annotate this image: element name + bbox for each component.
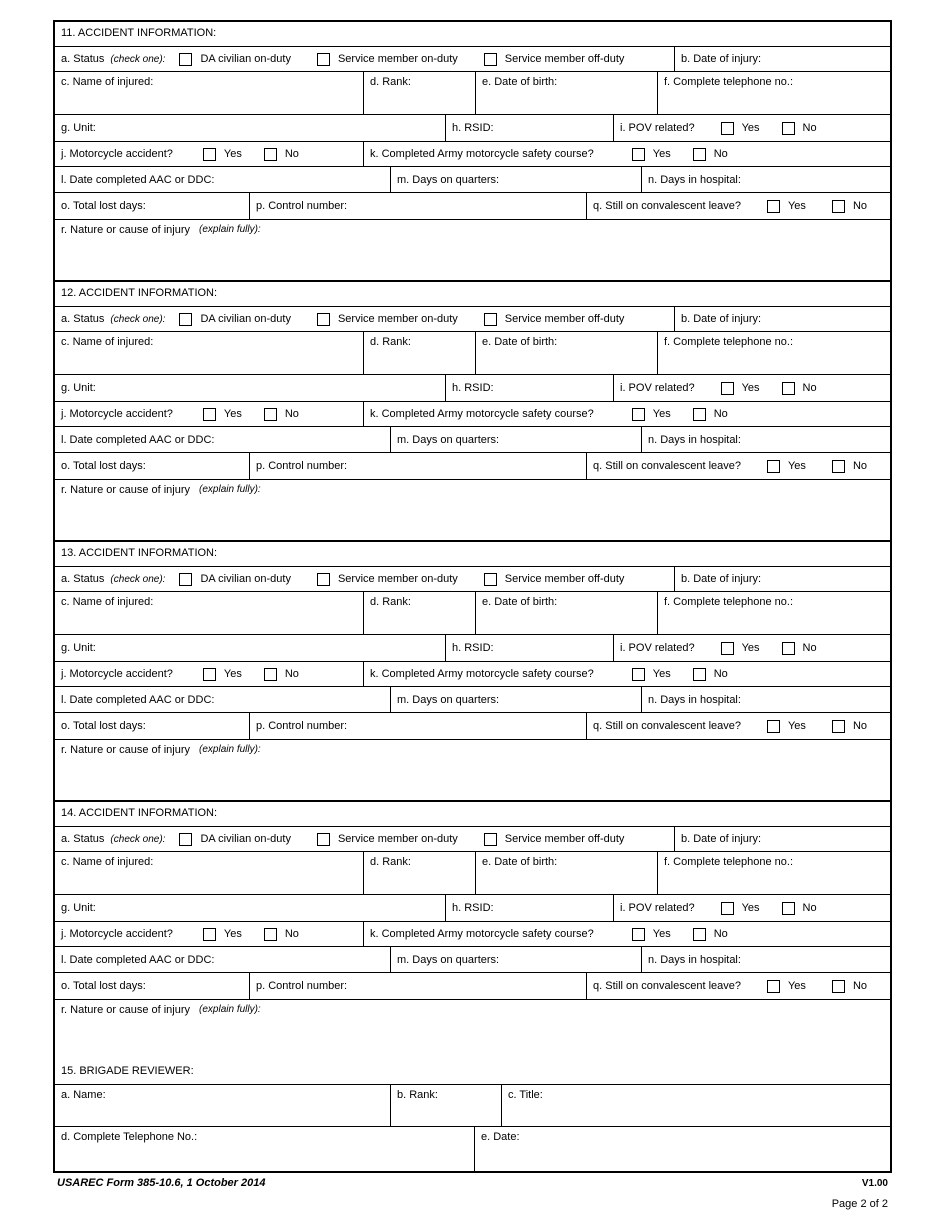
- rank-field[interactable]: [364, 592, 476, 634]
- service-on-duty-checkbox[interactable]: [317, 313, 330, 326]
- rsid-field[interactable]: [446, 895, 614, 921]
- option-label: Yes: [787, 980, 806, 992]
- nature-of-injury-field[interactable]: [55, 480, 890, 540]
- pov-no-checkbox[interactable]: [782, 642, 795, 655]
- field-label: p. Control number:: [256, 980, 348, 992]
- status-label: a. Status: [61, 313, 105, 325]
- explain-hint: (explain fully):: [199, 744, 261, 755]
- nature-of-injury-field[interactable]: [55, 220, 890, 280]
- section-title: 11. ACCIDENT INFORMATION:: [55, 22, 890, 47]
- field-label: g. Unit:: [61, 122, 96, 134]
- telephone-field[interactable]: [658, 592, 890, 634]
- option-label: Service member off-duty: [504, 53, 625, 65]
- service-on-duty-checkbox[interactable]: [317, 833, 330, 846]
- field-label: l. Date completed AAC or DDC:: [61, 693, 215, 706]
- date-of-birth-field[interactable]: [476, 332, 658, 374]
- convalescent-no-checkbox[interactable]: [832, 200, 845, 213]
- reviewer-phone-field[interactable]: [55, 1127, 475, 1171]
- status-label: a. Status: [61, 573, 105, 585]
- name-of-injured-field[interactable]: [55, 592, 364, 634]
- field-label: h. RSID:: [452, 122, 494, 134]
- field-label: m. Days on quarters:: [397, 433, 500, 446]
- total-lost-days-field[interactable]: [55, 193, 250, 219]
- field-label: n. Days in hospital:: [648, 173, 741, 186]
- field-label: c. Name of injured:: [61, 856, 154, 868]
- option-label: No: [284, 668, 299, 680]
- total-lost-days-field[interactable]: [55, 453, 250, 479]
- accident-info-section: [55, 542, 890, 802]
- explain-hint: (explain fully):: [199, 1004, 261, 1015]
- motorcycle-no-checkbox[interactable]: [264, 668, 277, 681]
- brigade-reviewer-section: [55, 1060, 890, 1171]
- motorcycle-yes-checkbox[interactable]: [203, 668, 216, 681]
- control-number-field[interactable]: [250, 713, 587, 739]
- field-label: b. Date of injury:: [681, 573, 762, 585]
- reviewer-name-field[interactable]: [55, 1085, 391, 1126]
- date-of-birth-field[interactable]: [476, 72, 658, 114]
- accident-info-section: [55, 282, 890, 542]
- motorcycle-no-checkbox[interactable]: [264, 148, 277, 161]
- control-number-field[interactable]: [250, 193, 587, 219]
- field-label: c. Name of injured:: [61, 596, 154, 608]
- form-number: USAREC Form 385-10.6, 1 October 2014: [57, 1177, 266, 1189]
- explain-hint: (explain fully):: [199, 224, 261, 235]
- date-of-injury-field[interactable]: [675, 47, 890, 71]
- field-label: p. Control number:: [256, 200, 348, 212]
- field-label: b. Date of injury:: [681, 53, 762, 65]
- nature-of-injury-field[interactable]: [55, 740, 890, 800]
- aac-ddc-date-field[interactable]: [55, 167, 391, 192]
- service-on-duty-checkbox[interactable]: [317, 53, 330, 66]
- rsid-field[interactable]: [446, 375, 614, 401]
- field-label: f. Complete telephone no.:: [664, 76, 794, 88]
- safety-no-checkbox[interactable]: [693, 668, 706, 681]
- check-one-hint: (check one):: [110, 833, 166, 845]
- check-one-hint: (check one):: [110, 573, 166, 585]
- field-label: o. Total lost days:: [61, 980, 146, 992]
- field-label: f. Complete telephone no.:: [664, 336, 794, 348]
- field-label: h. RSID:: [452, 382, 494, 394]
- unit-field[interactable]: [55, 115, 446, 141]
- accident-report-form: [53, 20, 892, 1173]
- option-label: No: [284, 148, 299, 160]
- form-version: V1.00: [861, 1178, 888, 1189]
- aac-ddc-date-field[interactable]: [55, 947, 391, 972]
- option-label: No: [284, 408, 299, 420]
- convalescent-yes-checkbox[interactable]: [767, 200, 780, 213]
- option-label: No: [852, 460, 867, 472]
- accident-info-section: [55, 802, 890, 1060]
- option-label: Service member on-duty: [337, 53, 458, 65]
- field-label: r. Nature or cause of injury: [61, 224, 191, 236]
- safety-course-label: k. Completed Army motorcycle safety course?: [370, 928, 594, 940]
- option-label: DA civilian on-duty: [200, 573, 291, 585]
- pov-no-checkbox[interactable]: [782, 122, 795, 135]
- option-label: DA civilian on-duty: [200, 53, 291, 65]
- pov-label: i. POV related?: [620, 122, 695, 134]
- field-label: b. Date of injury:: [681, 313, 762, 325]
- total-lost-days-field[interactable]: [55, 713, 250, 739]
- days-on-quarters-field[interactable]: [391, 167, 642, 192]
- days-in-hospital-field[interactable]: [642, 947, 890, 972]
- days-on-quarters-field[interactable]: [391, 947, 642, 972]
- convalescent-label: q. Still on convalescent leave?: [593, 980, 741, 992]
- convalescent-label: q. Still on convalescent leave?: [593, 200, 741, 212]
- option-label: Yes: [223, 408, 242, 420]
- field-label: f. Complete telephone no.:: [664, 856, 794, 868]
- safety-no-checkbox[interactable]: [693, 928, 706, 941]
- option-label: Yes: [741, 902, 760, 914]
- safety-course-label: k. Completed Army motorcycle safety course?: [370, 148, 594, 160]
- option-label: Yes: [652, 668, 671, 680]
- unit-field[interactable]: [55, 635, 446, 661]
- field-label: m. Days on quarters:: [397, 693, 500, 706]
- motorcycle-label: j. Motorcycle accident?: [61, 148, 173, 160]
- days-in-hospital-field[interactable]: [642, 427, 890, 452]
- aac-ddc-date-field[interactable]: [55, 427, 391, 452]
- pov-yes-checkbox[interactable]: [721, 902, 734, 915]
- safety-yes-checkbox[interactable]: [632, 408, 645, 421]
- days-on-quarters-field[interactable]: [391, 687, 642, 712]
- convalescent-label: q. Still on convalescent leave?: [593, 460, 741, 472]
- date-of-birth-field[interactable]: [476, 592, 658, 634]
- option-label: Yes: [787, 200, 806, 212]
- explain-hint: (explain fully):: [199, 484, 261, 495]
- field-label: r. Nature or cause of injury: [61, 1004, 191, 1016]
- telephone-field[interactable]: [658, 72, 890, 114]
- field-label: m. Days on quarters:: [397, 953, 500, 966]
- option-label: Service member on-duty: [337, 313, 458, 325]
- field-label: o. Total lost days:: [61, 720, 146, 732]
- section-title: 12. ACCIDENT INFORMATION:: [55, 282, 890, 307]
- field-label: n. Days in hospital:: [648, 953, 741, 966]
- option-label: No: [852, 980, 867, 992]
- days-in-hospital-field[interactable]: [642, 687, 890, 712]
- field-label: h. RSID:: [452, 642, 494, 654]
- field-label: l. Date completed AAC or DDC:: [61, 173, 215, 186]
- page-number: Page 2 of 2: [831, 1198, 888, 1210]
- field-label: r. Nature or cause of injury: [61, 744, 191, 756]
- option-label: Service member off-duty: [504, 313, 625, 325]
- field-label: m. Days on quarters:: [397, 173, 500, 186]
- service-off-duty-checkbox[interactable]: [484, 833, 497, 846]
- safety-course-label: k. Completed Army motorcycle safety course?: [370, 668, 594, 680]
- option-label: Service member on-duty: [337, 833, 458, 845]
- option-label: Yes: [652, 928, 671, 940]
- check-one-hint: (check one):: [110, 53, 166, 65]
- field-label: o. Total lost days:: [61, 200, 146, 212]
- rank-field[interactable]: [364, 332, 476, 374]
- option-label: No: [852, 720, 867, 732]
- option-label: Service member on-duty: [337, 573, 458, 585]
- safety-course-label: k. Completed Army motorcycle safety course?: [370, 408, 594, 420]
- option-label: No: [713, 668, 728, 680]
- field-label: e. Date of birth:: [482, 856, 558, 868]
- days-in-hospital-field[interactable]: [642, 167, 890, 192]
- option-label: DA civilian on-duty: [200, 833, 291, 845]
- field-label: e. Date of birth:: [482, 336, 558, 348]
- field-label: n. Days in hospital:: [648, 433, 741, 446]
- name-of-injured-field[interactable]: [55, 852, 364, 894]
- date-of-birth-field[interactable]: [476, 852, 658, 894]
- option-label: No: [802, 642, 817, 654]
- convalescent-yes-checkbox[interactable]: [767, 460, 780, 473]
- convalescent-no-checkbox[interactable]: [832, 460, 845, 473]
- safety-no-checkbox[interactable]: [693, 148, 706, 161]
- option-label: Yes: [741, 382, 760, 394]
- option-label: Service member off-duty: [504, 573, 625, 585]
- field-label: c. Name of injured:: [61, 76, 154, 88]
- motorcycle-label: j. Motorcycle accident?: [61, 408, 173, 420]
- field-label: e. Date of birth:: [482, 596, 558, 608]
- field-label: h. RSID:: [452, 902, 494, 914]
- option-label: No: [852, 200, 867, 212]
- option-label: Yes: [787, 460, 806, 472]
- field-label: e. Date:: [481, 1131, 520, 1143]
- safety-no-checkbox[interactable]: [693, 408, 706, 421]
- motorcycle-yes-checkbox[interactable]: [203, 408, 216, 421]
- accident-info-section: [55, 22, 890, 282]
- field-label: g. Unit:: [61, 642, 96, 654]
- service-on-duty-checkbox[interactable]: [317, 573, 330, 586]
- option-label: No: [802, 122, 817, 134]
- name-of-injured-field[interactable]: [55, 72, 364, 114]
- option-label: Yes: [223, 148, 242, 160]
- motorcycle-yes-checkbox[interactable]: [203, 928, 216, 941]
- reviewer-date-field[interactable]: [475, 1127, 890, 1171]
- option-label: No: [802, 902, 817, 914]
- status-label: a. Status: [61, 53, 105, 65]
- reviewer-rank-field[interactable]: [391, 1085, 502, 1126]
- pov-yes-checkbox[interactable]: [721, 642, 734, 655]
- option-label: No: [284, 928, 299, 940]
- section-title: 13. ACCIDENT INFORMATION:: [55, 542, 890, 567]
- field-label: o. Total lost days:: [61, 460, 146, 472]
- field-label: d. Rank:: [370, 856, 411, 868]
- date-of-injury-field[interactable]: [675, 567, 890, 591]
- field-label: g. Unit:: [61, 382, 96, 394]
- da-civilian-checkbox[interactable]: [179, 833, 192, 846]
- motorcycle-label: j. Motorcycle accident?: [61, 928, 173, 940]
- option-label: No: [713, 928, 728, 940]
- safety-yes-checkbox[interactable]: [632, 928, 645, 941]
- motorcycle-yes-checkbox[interactable]: [203, 148, 216, 161]
- rsid-field[interactable]: [446, 115, 614, 141]
- da-civilian-checkbox[interactable]: [179, 573, 192, 586]
- pov-yes-checkbox[interactable]: [721, 382, 734, 395]
- field-label: g. Unit:: [61, 902, 96, 914]
- nature-of-injury-field[interactable]: [55, 1000, 890, 1060]
- option-label: Yes: [223, 928, 242, 940]
- field-label: p. Control number:: [256, 720, 348, 732]
- field-label: d. Rank:: [370, 336, 411, 348]
- date-of-injury-field[interactable]: [675, 827, 890, 851]
- service-off-duty-checkbox[interactable]: [484, 313, 497, 326]
- option-label: No: [802, 382, 817, 394]
- safety-yes-checkbox[interactable]: [632, 668, 645, 681]
- date-of-injury-field[interactable]: [675, 307, 890, 331]
- pov-label: i. POV related?: [620, 642, 695, 654]
- field-label: e. Date of birth:: [482, 76, 558, 88]
- pov-no-checkbox[interactable]: [782, 382, 795, 395]
- control-number-field[interactable]: [250, 973, 587, 999]
- pov-label: i. POV related?: [620, 902, 695, 914]
- field-label: p. Control number:: [256, 460, 348, 472]
- field-label: a. Name:: [61, 1089, 106, 1101]
- option-label: Yes: [652, 148, 671, 160]
- control-number-field[interactable]: [250, 453, 587, 479]
- field-label: l. Date completed AAC or DDC:: [61, 953, 215, 966]
- total-lost-days-field[interactable]: [55, 973, 250, 999]
- days-on-quarters-field[interactable]: [391, 427, 642, 452]
- option-label: Yes: [741, 122, 760, 134]
- option-label: Yes: [741, 642, 760, 654]
- option-label: Service member off-duty: [504, 833, 625, 845]
- safety-yes-checkbox[interactable]: [632, 148, 645, 161]
- rank-field[interactable]: [364, 852, 476, 894]
- option-label: DA civilian on-duty: [200, 313, 291, 325]
- option-label: Yes: [652, 408, 671, 420]
- field-label: r. Nature or cause of injury: [61, 484, 191, 496]
- field-label: d. Rank:: [370, 596, 411, 608]
- rank-field[interactable]: [364, 72, 476, 114]
- option-label: Yes: [787, 720, 806, 732]
- pov-yes-checkbox[interactable]: [721, 122, 734, 135]
- field-label: c. Name of injured:: [61, 336, 154, 348]
- check-one-hint: (check one):: [110, 313, 166, 325]
- telephone-field[interactable]: [658, 852, 890, 894]
- section-title: 15. BRIGADE REVIEWER:: [55, 1060, 890, 1085]
- field-label: b. Rank:: [397, 1089, 438, 1101]
- aac-ddc-date-field[interactable]: [55, 687, 391, 712]
- service-off-duty-checkbox[interactable]: [484, 573, 497, 586]
- name-of-injured-field[interactable]: [55, 332, 364, 374]
- rsid-field[interactable]: [446, 635, 614, 661]
- field-label: f. Complete telephone no.:: [664, 596, 794, 608]
- reviewer-title-field[interactable]: [502, 1085, 890, 1126]
- option-label: Yes: [223, 668, 242, 680]
- field-label: n. Days in hospital:: [648, 693, 741, 706]
- service-off-duty-checkbox[interactable]: [484, 53, 497, 66]
- convalescent-yes-checkbox[interactable]: [767, 720, 780, 733]
- field-label: d. Complete Telephone No.:: [61, 1131, 198, 1143]
- status-label: a. Status: [61, 833, 105, 845]
- motorcycle-no-checkbox[interactable]: [264, 408, 277, 421]
- field-label: c. Title:: [508, 1089, 543, 1101]
- telephone-field[interactable]: [658, 332, 890, 374]
- da-civilian-checkbox[interactable]: [179, 53, 192, 66]
- convalescent-yes-checkbox[interactable]: [767, 980, 780, 993]
- pov-label: i. POV related?: [620, 382, 695, 394]
- convalescent-no-checkbox[interactable]: [832, 980, 845, 993]
- option-label: No: [713, 148, 728, 160]
- motorcycle-label: j. Motorcycle accident?: [61, 668, 173, 680]
- unit-field[interactable]: [55, 375, 446, 401]
- unit-field[interactable]: [55, 895, 446, 921]
- field-label: d. Rank:: [370, 76, 411, 88]
- convalescent-no-checkbox[interactable]: [832, 720, 845, 733]
- motorcycle-no-checkbox[interactable]: [264, 928, 277, 941]
- field-label: b. Date of injury:: [681, 833, 762, 845]
- field-label: l. Date completed AAC or DDC:: [61, 433, 215, 446]
- pov-no-checkbox[interactable]: [782, 902, 795, 915]
- da-civilian-checkbox[interactable]: [179, 313, 192, 326]
- option-label: No: [713, 408, 728, 420]
- section-title: 14. ACCIDENT INFORMATION:: [55, 802, 890, 827]
- convalescent-label: q. Still on convalescent leave?: [593, 720, 741, 732]
